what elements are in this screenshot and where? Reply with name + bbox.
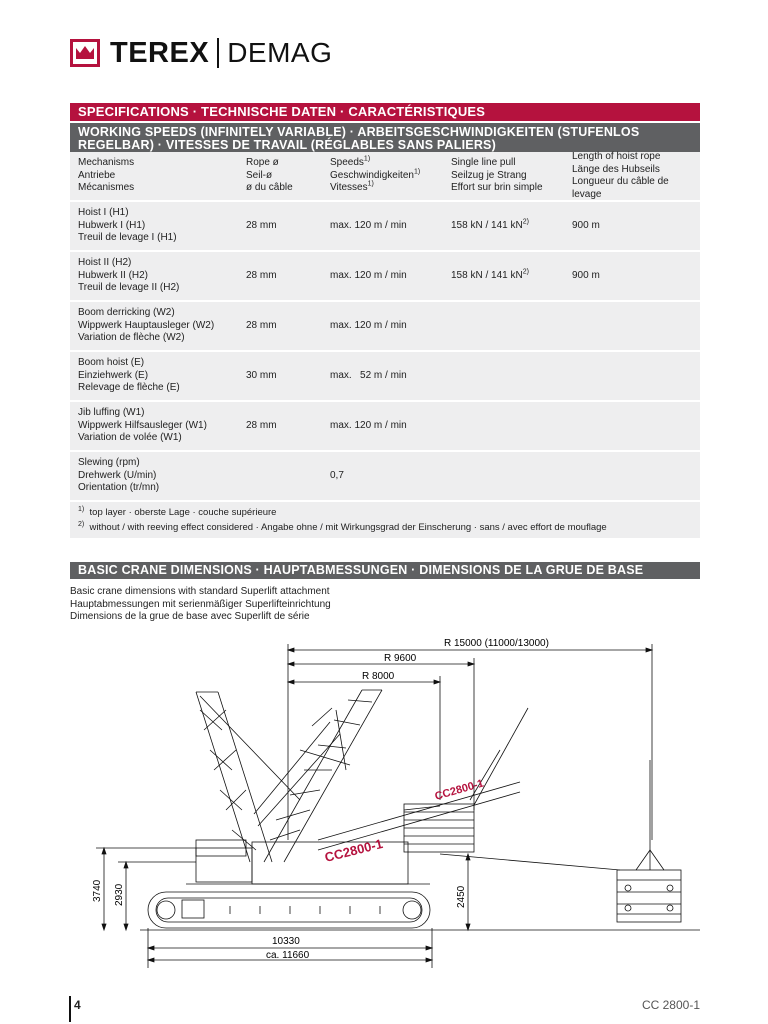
height-2930-label: 2930 [114, 883, 125, 906]
terex-demag-logo [70, 38, 332, 68]
boom-model-label: CC2800-1 [433, 777, 486, 803]
footnote: $^{1)}$ top layer · oberste Lage · couche supérieure [78, 505, 277, 518]
table-row: Hoist I (H1) Hubwerk I (H1) Treuil de levage I (H1) 28 mm max. 120 m / min 158 kN / 141 $kN^{2)}$ 900 m [70, 202, 700, 252]
radius-8000-label: R 8000 [362, 671, 395, 682]
table-row: Boom hoist (E) Einziehwerk (E) Relevage de flèche (E) 30 mm max. 52 m / min [70, 352, 700, 402]
width-11660-label: ca. 11660 [266, 950, 310, 961]
footer-model: CC 2800-1 [641, 998, 700, 1012]
width-10330-label: 10330 [272, 936, 300, 947]
brand-sub: DEMAG [227, 37, 333, 68]
header-line-pull: Single line pull Seilzug je Strang Effort sur brin simple [451, 157, 543, 194]
table-row: Hoist II (H2) Hubwerk II (H2) Treuil de levage II (H2) 28 mm max. 120 m / min 158 kN / 141 $kN^{2)}$ 900 m [70, 252, 700, 302]
radius-9600-label: R 9600 [384, 653, 417, 664]
radius-15000-label: R 15000 (11000/13000) [444, 638, 549, 649]
table-header-row [70, 152, 700, 202]
height-3740-label: 3740 [92, 879, 103, 902]
logo-divider [217, 38, 219, 68]
specifications-heading: SPECIFICATIONS · TECHNISCHE DATEN · CARACTÉRISTIQUES [70, 103, 700, 121]
working-speeds-heading: WORKING SPEEDS (INFINITELY VARIABLE) · ARBEITSGESCHWINDIGKEITEN (STUFENLOS REGELBAR) · VITESSES DE TRAVAIL (RÉGLABLES SANS PALIERS) [70, 123, 700, 155]
table-footnotes [70, 502, 700, 540]
table-row: Slewing (rpm) Drehwerk (U/min) Orientation (tr/mn) 0,7 [70, 452, 700, 502]
header-speeds: Speeds$^{1)}$ Geschwindigkeiten$^{1)}$ Vitesses$^{1)}$ [330, 155, 421, 194]
height-2450-label: 2450 [456, 885, 467, 908]
working-speeds-table [70, 152, 700, 540]
header-mechanisms: Mechanisms Antriebe Mécanismes [78, 157, 135, 194]
footer-rule [69, 996, 71, 1022]
header-rope: Rope ø Seil-ø ø du câble [246, 157, 293, 194]
footnote: $^{2)}$ without / with reeving effect considered · Angabe ohne / mit Wirkungsgrad der Einscherung · sans / avec effort de mouflage [78, 520, 607, 533]
crane-dimension-drawing [0, 630, 768, 970]
crown-logo-icon [70, 39, 100, 67]
brand-name: TEREX [110, 36, 210, 69]
table-row: Jib luffing (W1) Wippwerk Hilfsausleger (W1) Variation de volée (W1) 28 mm max. 120 m / min [70, 402, 700, 452]
page-number: 4 [74, 998, 81, 1012]
header-rope-length: Length of hoist rope Länge des Hubseils Longueur du câble de levage [572, 151, 669, 200]
table-row: Boom derricking (W2) Wippwerk Hauptausleger (W2) Variation de flèche (W2) 28 mm max. 120 m / min [70, 302, 700, 352]
basic-dimensions-heading: BASIC CRANE DIMENSIONS · HAUPTABMESSUNGEN · DIMENSIONS DE LA GRUE DE BASE [70, 562, 700, 579]
dimensions-intro: Basic crane dimensions with standard Superlift attachment Hauptabmessungen mit serienmäßiger Superlifteinrichtung Dimensions de la grue de base avec Superlift de série [70, 586, 331, 622]
superstructure-model-label: CC2800-1 [323, 836, 385, 865]
